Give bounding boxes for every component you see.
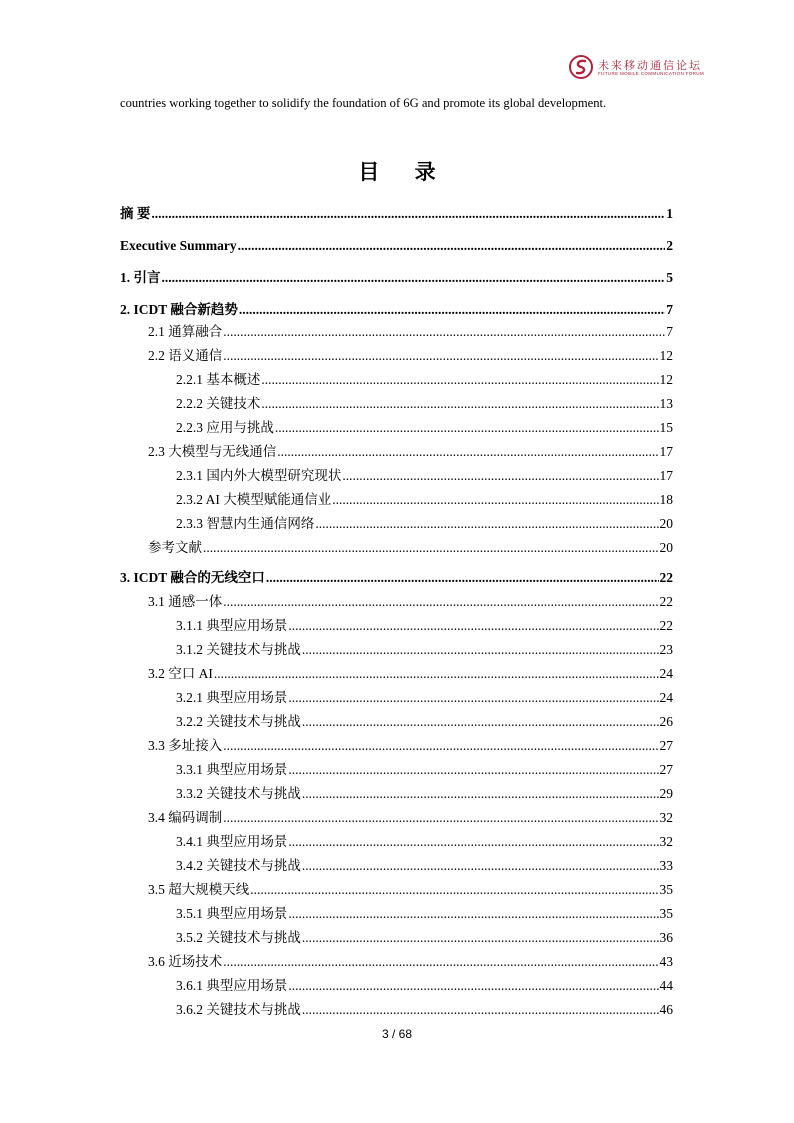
toc-entry-page: 35	[659, 906, 673, 921]
toc-dot-leader	[238, 237, 666, 254]
toc-entry-page: 20	[659, 540, 673, 555]
toc-entry-page: 35	[659, 882, 673, 897]
toc-entry-page: 32	[659, 810, 673, 825]
toc-dot-leader	[223, 323, 665, 340]
forum-logo-icon	[568, 54, 594, 80]
toc-entry[interactable]	[176, 368, 673, 388]
toc-entry[interactable]	[176, 974, 673, 994]
toc-dot-leader	[275, 419, 659, 436]
toc-entry-label: 2.2.3 应用与挑战	[176, 420, 274, 435]
toc-dot-leader	[288, 833, 658, 850]
toc-entry-page: 1	[666, 206, 673, 221]
toc-entry[interactable]	[148, 878, 673, 898]
toc-entry-label: 2.3.1 国内外大模型研究现状	[176, 468, 342, 483]
toc-entry-label: 1. 引言	[120, 270, 161, 285]
toc-entry-label: 3.6.2 关键技术与挑战	[176, 1002, 301, 1017]
toc-entry-page: 24	[659, 690, 673, 705]
toc-dot-leader	[302, 641, 659, 658]
toc-entry-label: 3.1.1 典型应用场景	[176, 618, 288, 633]
toc-dot-leader	[302, 857, 659, 874]
toc-entry-label: 3.6.1 典型应用场景	[176, 978, 288, 993]
toc-dot-leader	[288, 761, 658, 778]
toc-entry-label: 2. ICDT 融合新趋势	[120, 302, 238, 317]
toc-dot-leader	[302, 1001, 659, 1018]
toc-entry-page: 36	[659, 930, 673, 945]
toc-entry-page: 44	[659, 978, 673, 993]
toc-dot-leader	[261, 395, 658, 412]
toc-entry-label: 2.3 大模型与无线通信	[148, 444, 277, 459]
toc-dot-leader	[288, 977, 658, 994]
toc-entry-page: 27	[659, 738, 673, 753]
toc-entry-page: 32	[659, 834, 673, 849]
toc-entry-page: 7	[666, 324, 673, 339]
toc-entry-page: 18	[659, 492, 673, 507]
toc-entry[interactable]	[176, 710, 673, 730]
toc-entry-page: 17	[659, 468, 673, 483]
toc-dot-leader	[302, 785, 659, 802]
toc-dot-leader	[288, 689, 658, 706]
toc-entry[interactable]	[176, 392, 673, 412]
toc-entry-page: 12	[659, 372, 673, 387]
toc-entry[interactable]	[176, 902, 673, 922]
toc-entry-label: 3.4 编码调制	[148, 810, 223, 825]
toc-dot-leader	[203, 539, 659, 556]
toc-entry[interactable]	[148, 590, 673, 610]
toc-entry[interactable]	[176, 758, 673, 778]
toc-entry[interactable]	[176, 614, 673, 634]
toc-entry-label: 3.6 近场技术	[148, 954, 223, 969]
logo-english-text: FUTURE MOBILE COMMUNICATION FORUM	[598, 71, 705, 76]
toc-entry-label: 摘 要	[120, 206, 151, 221]
toc-entry-label: 3.3 多址接入	[148, 738, 223, 753]
toc-entry[interactable]	[176, 488, 673, 508]
toc-entry-page: 13	[659, 396, 673, 411]
toc-entry-page: 7	[666, 302, 673, 317]
toc-dot-leader	[223, 347, 658, 364]
toc-dot-leader	[261, 371, 658, 388]
toc-entry[interactable]	[120, 298, 673, 318]
toc-entry-label: 3.1 通感一体	[148, 594, 223, 609]
toc-entry-label: 2.2 语义通信	[148, 348, 223, 363]
page-number: 3 / 68	[381, 1027, 413, 1041]
toc-entry-page: 17	[659, 444, 673, 459]
toc-entry[interactable]	[176, 782, 673, 802]
toc-dot-leader	[332, 491, 658, 508]
toc-entry-label: 3.3.2 关键技术与挑战	[176, 786, 301, 801]
toc-entry-page: 12	[659, 348, 673, 363]
toc-entry[interactable]	[148, 950, 673, 970]
toc-entry-page: 2	[666, 238, 673, 253]
toc-dot-leader	[239, 301, 665, 318]
toc-entry-page: 23	[659, 642, 673, 657]
toc-entry[interactable]	[148, 344, 673, 364]
toc-entry-label: 3.5 超大规模天线	[148, 882, 250, 897]
toc-entry-label: 3.4.1 典型应用场景	[176, 834, 288, 849]
toc-entry[interactable]	[176, 638, 673, 658]
toc-dot-leader	[288, 617, 658, 634]
toc-entry-label: 3.2.2 关键技术与挑战	[176, 714, 301, 729]
toc-entry-page: 22	[659, 618, 673, 633]
toc-dot-leader	[288, 905, 658, 922]
toc-entry[interactable]	[176, 854, 673, 874]
toc-dot-leader	[250, 881, 658, 898]
toc-dot-leader	[342, 467, 658, 484]
toc-entry[interactable]	[148, 440, 673, 460]
toc-dot-leader	[223, 593, 658, 610]
toc-entry-page: 43	[659, 954, 673, 969]
toc-entry-page: 20	[659, 516, 673, 531]
toc-dot-leader	[223, 809, 658, 826]
toc-entry[interactable]	[148, 806, 673, 826]
toc-dot-leader	[223, 737, 658, 754]
toc-title: 目 录	[358, 159, 450, 184]
toc-dot-leader	[302, 929, 659, 946]
toc-entry-page: 24	[659, 666, 673, 681]
toc-entry[interactable]	[176, 464, 673, 484]
toc-entry[interactable]	[176, 686, 673, 706]
toc-entry-page: 22	[659, 570, 673, 585]
toc-dot-leader	[315, 515, 658, 532]
toc-entry-page: 5	[666, 270, 673, 285]
toc-entry-label: 2.1 通算融合	[148, 324, 223, 339]
toc-entry[interactable]	[120, 202, 673, 222]
toc-entry[interactable]	[148, 536, 673, 556]
toc-entry[interactable]	[148, 320, 673, 340]
toc-entry-label: 3.5.2 关键技术与挑战	[176, 930, 301, 945]
toc-dot-leader	[223, 953, 658, 970]
toc-entry-label: 2.2.2 关键技术	[176, 396, 261, 411]
toc-dot-leader	[162, 269, 666, 286]
toc-entry-page: 29	[659, 786, 673, 801]
toc-entry-label: 3.2.1 典型应用场景	[176, 690, 288, 705]
toc-entry[interactable]	[176, 512, 673, 532]
toc-entry-label: 3.3.1 典型应用场景	[176, 762, 288, 777]
toc-entry-label: 3.5.1 典型应用场景	[176, 906, 288, 921]
toc-entry-label: 3.4.2 关键技术与挑战	[176, 858, 301, 873]
toc-entry-page: 15	[659, 420, 673, 435]
toc-entry-label: Executive Summary	[120, 238, 237, 253]
toc-dot-leader	[266, 569, 659, 586]
toc-entry[interactable]	[176, 998, 673, 1018]
toc-entry-page: 22	[659, 594, 673, 609]
toc-entry[interactable]	[176, 830, 673, 850]
toc-dot-leader	[214, 665, 659, 682]
toc-entry[interactable]	[120, 566, 673, 586]
toc-entry-label: 参考文献	[148, 540, 202, 555]
carry-over-paragraph: countries working together to solidify the foundation of 6G and promote its global development.	[120, 96, 607, 110]
toc-dot-leader	[302, 713, 659, 730]
toc-entry-page: 26	[659, 714, 673, 729]
toc-entry-label: 3. ICDT 融合的无线空口	[120, 570, 265, 585]
toc-entry-label: 2.2.1 基本概述	[176, 372, 261, 387]
toc-dot-leader	[151, 205, 665, 222]
toc-entry[interactable]	[120, 266, 673, 286]
toc-entry-page: 33	[659, 858, 673, 873]
toc-dot-leader	[277, 443, 658, 460]
toc-entry-label: 3.1.2 关键技术与挑战	[176, 642, 301, 657]
toc-entry[interactable]	[120, 234, 673, 254]
toc-entry[interactable]	[176, 926, 673, 946]
toc-entry[interactable]	[148, 662, 673, 682]
toc-entry-label: 3.2 空口 AI	[148, 666, 213, 681]
toc-entry-label: 2.3.2 AI 大模型赋能通信业	[176, 492, 332, 507]
toc-entry[interactable]	[148, 734, 673, 754]
toc-entry-label: 2.3.3 智慧内生通信网络	[176, 516, 315, 531]
toc-entry[interactable]	[176, 416, 673, 436]
toc-entry-page: 46	[659, 1002, 673, 1017]
toc-entry-page: 27	[659, 762, 673, 777]
logo-chinese-text: 未来移动通信论坛	[598, 59, 702, 72]
